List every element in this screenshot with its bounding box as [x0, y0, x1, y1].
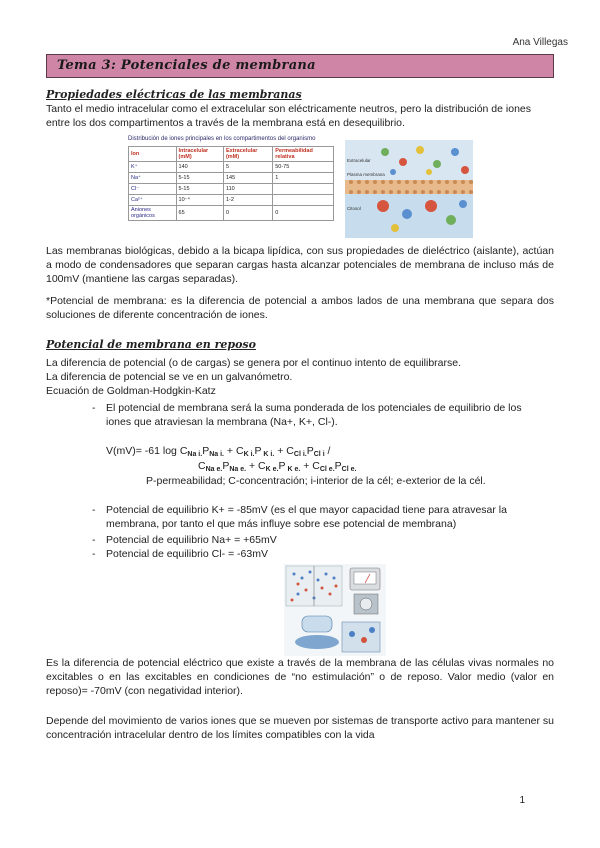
table-cell: 50-75: [273, 162, 334, 173]
table-header: Extracelular (mM): [223, 147, 272, 162]
table-cell: 10⁻⁴: [176, 195, 223, 206]
text-line: La diferencia de potencial se ve en un galvanómetro.: [46, 371, 293, 383]
table-cell: 5-15: [176, 184, 223, 195]
text-line: Ecuación de Goldman-Hodgkin-Katz: [46, 385, 216, 397]
table-cell: 5-15: [176, 173, 223, 184]
bullet-dash: -: [92, 534, 96, 546]
table-cell: 145: [223, 173, 272, 184]
section-heading-resting-potential: Potencial de membrana en reposo: [46, 338, 256, 351]
intro-line-2: entre los dos compartimentos a través de la membrana está en desequilibrio.: [46, 117, 405, 129]
table-cell: 5: [223, 162, 272, 173]
table-row: [129, 173, 334, 184]
page-number: 1: [519, 795, 525, 806]
label-extracellular: Extracelular: [347, 158, 371, 163]
table-caption: Distribución de iones principales en los compartimentos del organismo: [128, 136, 316, 142]
bullet-text: Potencial de equilibrio Cl- = -63mV: [106, 548, 268, 560]
table-row: [129, 184, 334, 195]
label-cytosol: Citosol: [347, 206, 361, 211]
ghk-equation-line-1: V(mV)= -61 $\log C_{Na i.}P_{Na i.} + C_{K i.}P$ $_{K i.} + C_{Cl i.}P_{Cl i}$ /: [106, 445, 331, 458]
membrane-drawing: [345, 140, 473, 238]
paragraph-membrane-capacitor: Las membranas biológicas, debido a la bicapa lipídica, con sus propiedades de dieléctrico (aislante), actúan a modo de condensadores que separan cargas hasta alcanzar potenciales de membrana de incluso más de 100mV (mantiene las cargas separadas).: [46, 245, 554, 285]
ion-table: [128, 146, 334, 221]
table-cell: 1: [273, 173, 334, 184]
galvanometer-illustration: [284, 564, 386, 656]
table-cell: 0: [273, 206, 334, 221]
paragraph-resting-definition: Es la diferencia de potencial eléctrico que existe a través de la membrana de las células vivas normales no excitables o en las excitables en condiciones de “no estimulación” o de reposo. Valor medio (valor en reposo)= -70mV (con negatividad interior).: [46, 657, 554, 697]
label-plasma-membrane: Plasma membrana: [347, 172, 385, 177]
section-heading-properties: Propiedades eléctricas de las membranas: [46, 88, 302, 101]
table-cell: 140: [176, 162, 223, 173]
table-header: Ion: [129, 147, 177, 162]
bullet-text: iones que atraviesan la membrana (Na+, K+, Cl-).: [106, 416, 338, 428]
table-cell: [273, 195, 334, 206]
table-row: [129, 195, 334, 206]
table-cell: Na⁺: [129, 173, 177, 184]
bullet-dash: -: [92, 548, 96, 560]
table-header: Intracelular (mM): [176, 147, 223, 162]
table-cell: 1-2: [223, 195, 272, 206]
table-cell: Cl⁻: [129, 184, 177, 195]
bullet-text: Potencial de equilibrio K+ = -85mV (es el que mayor capacidad tiene para atravesar la: [106, 504, 507, 516]
intro-line-1: Tanto el medio intracelular como el extracelular son eléctricamente neutros, pero la distribución de iones: [46, 103, 532, 115]
ion-distribution-table-figure: [128, 136, 342, 239]
bullet-text: El potencial de membrana será la suma ponderada de los potenciales de equilibrio de los: [106, 402, 522, 414]
table-row: [129, 206, 334, 221]
table-cell: Aniones orgánicos: [129, 206, 177, 221]
membrane-illustration: [345, 140, 473, 238]
table-cell: [273, 184, 334, 195]
bullet-text: Potencial de equilibrio Na+ = +65mV: [106, 534, 277, 546]
table-cell: K⁺: [129, 162, 177, 173]
paragraph-membrane-potential-def: *Potencial de membrana: es la diferencia de potencial a ambos lados de una membrana que separa dos soluciones de diferente concentración de iones.: [46, 295, 554, 321]
table-cell: 65: [176, 206, 223, 221]
ghk-equation-line-2: $C_{Na e.}P_{Na e.} + C_{K e.}P$ $_{K e.} + C_{Cl e.}P_{Cl e.}$: [198, 460, 357, 473]
page-title: Tema 3: Potenciales de membrana: [57, 58, 316, 73]
table-cell: Ca²⁺: [129, 195, 177, 206]
bullet-dash: -: [92, 402, 96, 414]
bullet-text: membrana, por tanto el que más influye sobre ese potencial de membrana): [106, 518, 457, 530]
galvanometer-drawing: [284, 564, 386, 656]
table-row: [129, 162, 334, 173]
ghk-legend: P-permeabilidad; C-concentración; i-interior de la cél; e-exterior de la cél.: [146, 475, 486, 487]
table-header: Permeabilidad relativa: [273, 147, 334, 162]
author-name: Ana Villegas: [512, 37, 568, 48]
table-cell: 110: [223, 184, 272, 195]
text-line: La diferencia de potencial (o de cargas) se genera por el continuo intento de equilibrarse.: [46, 357, 462, 369]
table-cell: 0: [223, 206, 272, 221]
paragraph-active-transport: Depende del movimiento de varios iones que se mueven por sistemas de transporte activo para mantener su concentración intracelular dentro de los límites compatibles con la vida: [46, 715, 554, 741]
bullet-dash: -: [92, 504, 96, 516]
title-banner: [46, 54, 554, 78]
